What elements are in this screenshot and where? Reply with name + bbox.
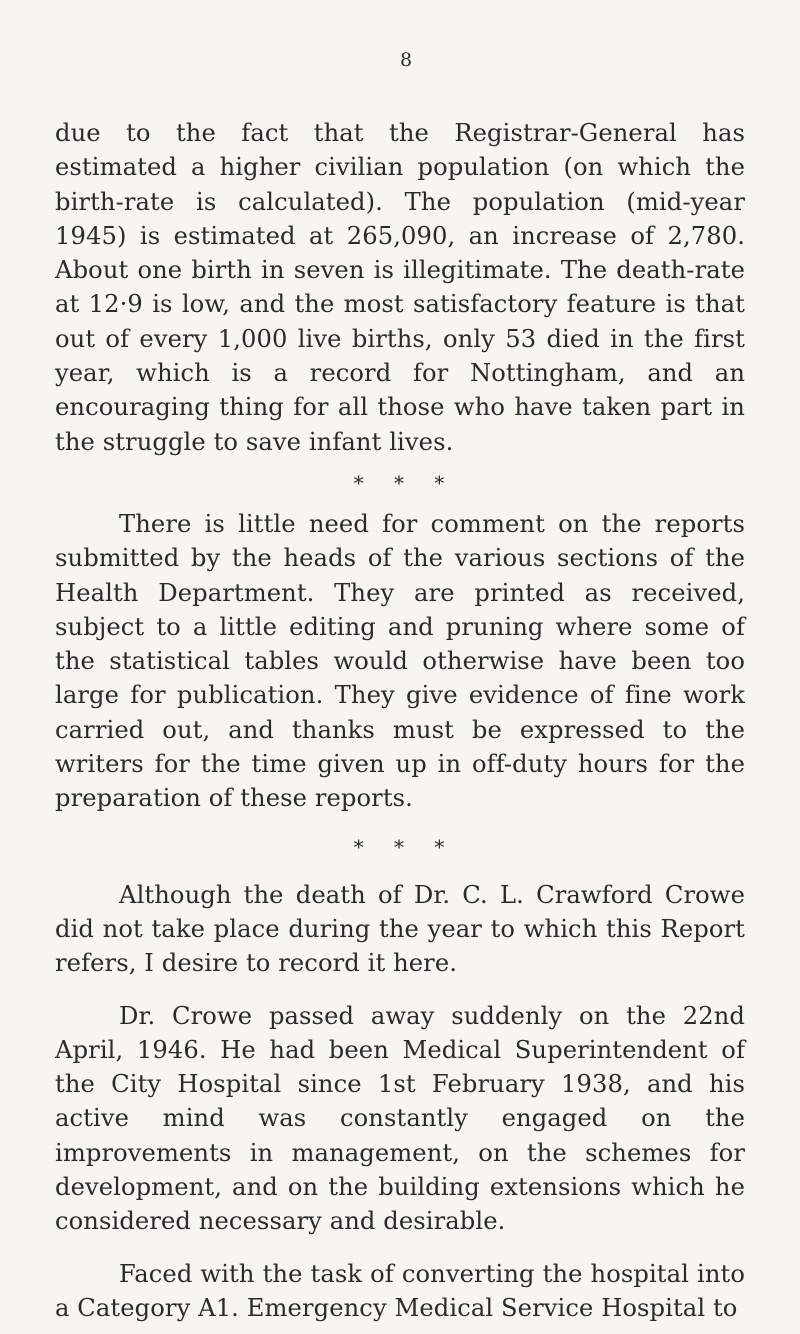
section-separator: * * *	[353, 470, 457, 495]
body-text	[55, 116, 745, 1325]
section-separator: * * *	[353, 834, 457, 859]
page-number: 8	[399, 49, 413, 71]
paragraph-hospital-conversion: Faced with the task of converting the hospital into a Category A1. Emergency Medical Service Hospital to	[55, 1259, 745, 1322]
paragraph-dr-crowe: Dr. Crowe passed away suddenly on the 22nd April, 1946. He had been Medical Superintendent of the City Hospital since 1st February 1938, and his active mind was constantly engaged on the improvements in management, on the schemes for development, and on the building extensions which he considered necessary and desirable.	[55, 1001, 745, 1236]
paragraph-reports: There is little need for comment on the reports submitted by the heads of the various sections of the Health Department. They are printed as received, subject to a little editing and pruning where some of the statistical tables would otherwise have been too large for publication. They give evidence of fine work carried out, and thanks must be expressed to the writers for the time given up in off-duty hours for the preparation of these reports.	[55, 509, 745, 813]
paragraph-population: due to the fact that the Registrar-General has estimated a higher civilian population (on which the birth-rate is calculated). The population (mid-year 1945) is estimated at 265,090, an increase of 2,780. About one birth in seven is illegitimate. The death-rate at 12·9 is low, and the most satisfactory feature is that out of every 1,000 live births, only 53 died in the first year, which is a record for Nottingham, and an encouraging thing for all those who have taken part in the struggle to save infant lives.	[55, 119, 745, 456]
paragraph-death-notice: Although the death of Dr. C. L. Crawford Crowe did not take place during the year to which this Report refers, I desire to record it here.	[55, 880, 745, 978]
document-page	[55, 40, 745, 1325]
